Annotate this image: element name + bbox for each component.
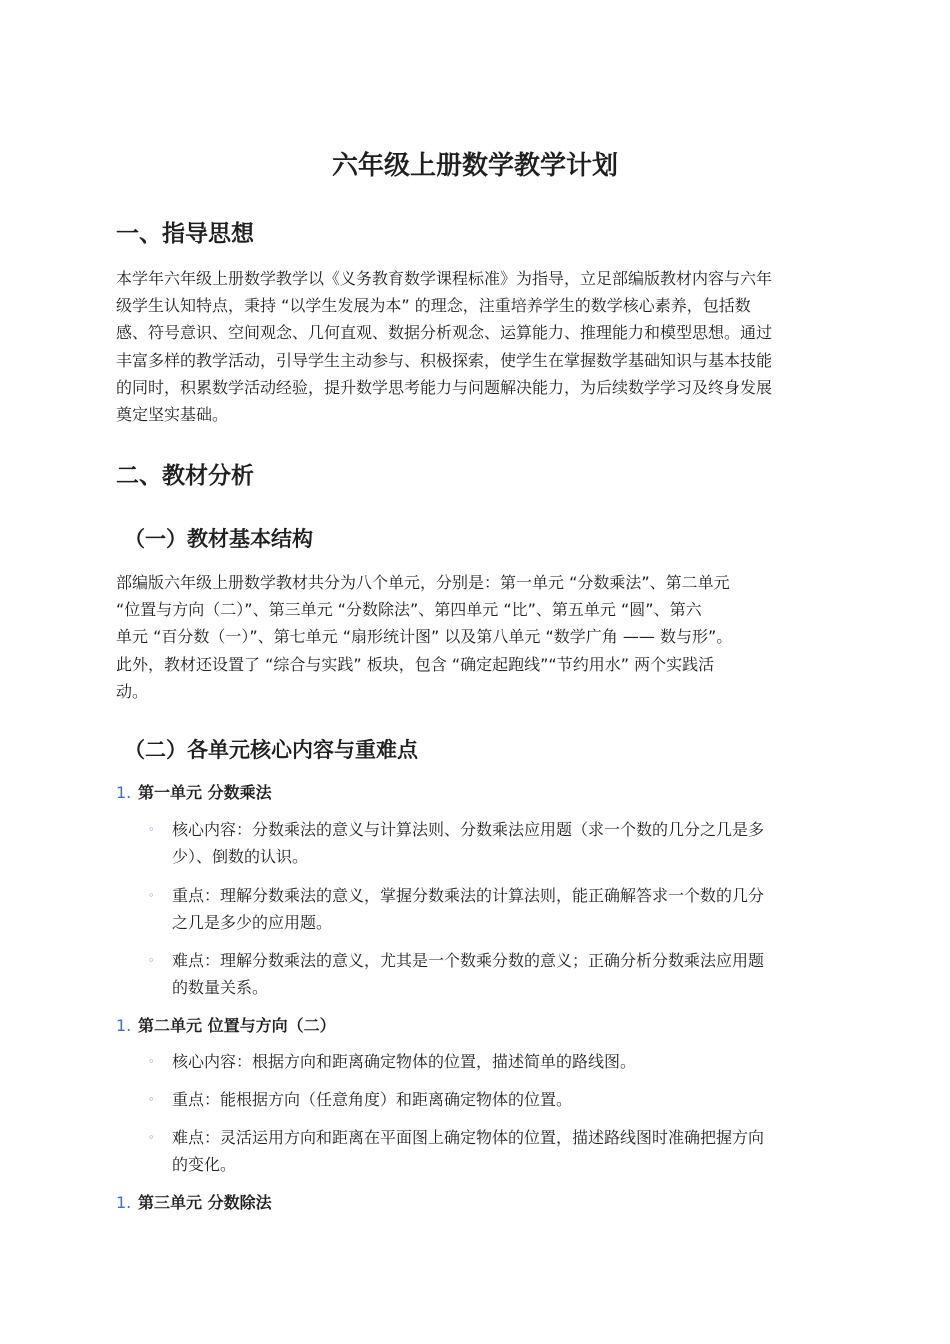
paragraph-line: 级学生认知特点，秉持 “以学生发展为本” 的理念，注重培养学生的数学核心素养，包括数 [116,296,751,316]
bullet-circle-icon: ◦ [148,1093,155,1106]
list-item [148,816,824,870]
list-item-unit-3 [116,1191,272,1215]
paragraph-line: 本学年六年级上册数学教学以《义务教育数学课程标准》为指导，立足部编版教材内容与六年 [116,269,773,288]
section-heading-textbook-analysis: 二、教材分析 [116,463,254,489]
subsection-heading-unit-content: （二）各单元核心内容与重难点 [124,738,418,762]
list-number: 1. [116,783,132,802]
list-number: 1. [116,1016,132,1035]
bullet-line: 重点：理解分数乘法的意义，掌握分数乘法的计算法则，能正确解答求一个数的几分 [172,886,765,905]
bullet-line: 少）、倒数的认识。 [172,847,309,867]
paragraph-line: “位置与方向（二）”、第三单元 “分数除法”、第四单元 “比”、第五单元 “圆”、第六 [116,600,702,620]
list-number: 1. [116,1193,132,1212]
list-item [148,882,824,936]
bullet-line: 核心内容：根据方向和距离确定物体的位置，描述简单的路线图。 [172,1052,637,1071]
guiding-ideology-paragraph [116,265,844,428]
paragraph-line: 丰富多样的教学活动，引导学生主动参与、积极探索，使学生在掌握数学基础知识与基本技能 [116,350,773,370]
list-item [148,1086,824,1113]
paragraph-line: 奠定坚实基础。 [116,405,229,425]
list-item-unit-1 [116,781,272,805]
list-item-unit-2 [116,1014,336,1038]
bullet-line: 难点：灵活运用方向和距离在平面图上确定物体的位置，描述路线图时准确把握方向 [172,1128,765,1147]
bullet-circle-icon: ◦ [148,1131,155,1144]
paragraph-line: 此外，教材还设置了 “综合与实践” 板块，包含 “确定起跑线”“节约用水” 两个实践活 [116,654,715,674]
page-title: 六年级上册数学教学计划 [331,151,618,181]
list-item [148,947,824,1001]
bullet-line: 的数量关系。 [172,978,269,998]
paragraph-line: 动。 [116,681,149,701]
bullet-line: 重点：能根据方向（任意角度）和距离确定物体的位置。 [172,1090,573,1109]
paragraph-line: 单元 “百分数（一）”、第七单元 “扇形统计图” 以及第八单元 “数学广角 —— 数与形”。 [116,627,733,647]
unit-title: 第二单元 位置与方向（二） [138,1016,336,1035]
bullet-line: 核心内容：分数乘法的意义与计算法则、分数乘法应用题（求一个数的几分之几是多 [172,820,765,839]
bullet-circle-icon: ◦ [148,1055,155,1068]
bullet-circle-icon: ◦ [148,889,155,902]
section-heading-guiding-ideology: 一、指导思想 [116,221,254,247]
unit-title: 第一单元 分数乘法 [138,783,272,802]
bullet-circle-icon: ◦ [148,823,155,836]
list-item [148,1124,824,1178]
unit-title: 第三单元 分数除法 [138,1193,272,1212]
subsection-heading-structure: （一）教材基本结构 [124,527,313,551]
list-item [148,1048,824,1075]
bullet-circle-icon: ◦ [148,954,155,967]
paragraph-line: 的同时，积累数学活动经验，提升数学思考能力与问题解决能力，为后续数学学习及终身发展 [116,377,773,397]
bullet-line: 难点：理解分数乘法的意义，尤其是一个数乘分数的意义；正确分析分数乘法应用题 [172,951,765,970]
bullet-line: 之几是多少的应用题。 [172,913,333,933]
paragraph-line: 感、符号意识、空间观念、几何直观、数据分析观念、运算能力、推理能力和模型思想。通过 [116,323,773,343]
bullet-line: 的变化。 [172,1155,237,1175]
structure-paragraph [116,569,844,705]
paragraph-line: 部编版六年级上册数学教材共分为八个单元，分别是：第一单元 “分数乘法”、第二单元 [116,573,730,592]
